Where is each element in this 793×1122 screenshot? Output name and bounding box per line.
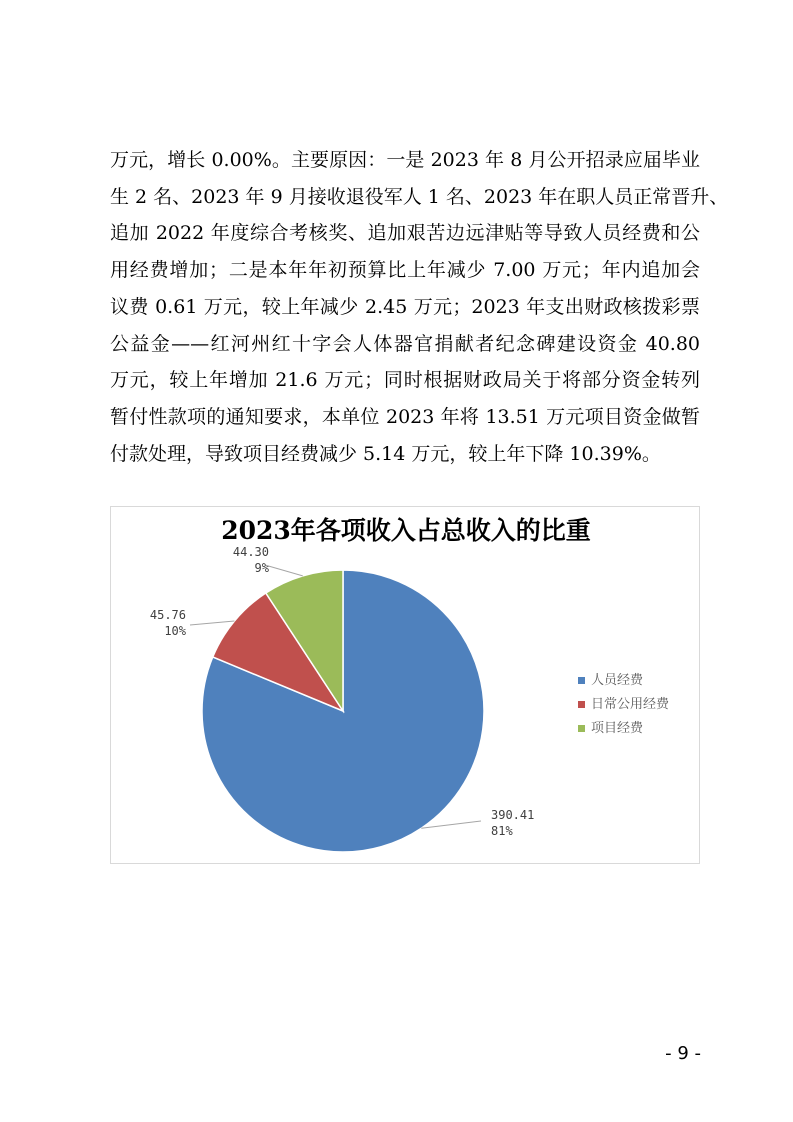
slice-value-label: 45.76 (149, 608, 186, 622)
legend-label: 项目经费 (591, 721, 644, 736)
body-line: 生 2 名、2023 年 9 月接收退役军人 1 名、2023 年在职人员正常晋升、 (110, 185, 729, 208)
pie-chart (110, 506, 700, 864)
legend (578, 672, 670, 736)
leader-line (190, 621, 234, 625)
body-line: 暂付性款项的通知要求，本单位 2023 年将 13.51 万元项目资金做暂 (110, 405, 700, 428)
pie-slices (202, 570, 484, 852)
body-line: 追加 2022 年度综合考核奖、追加艰苦边远津贴等导致人员经费和公 (110, 222, 700, 245)
slice-percent-label: 10% (164, 624, 186, 638)
body-line: 付款处理，导致项目经费减少 5.14 万元，较上年下降 10.39%。 (110, 442, 661, 465)
body-line: 公益金——红河州红十字会人体器官捐献者纪念碑建设资金 40.80 (110, 332, 700, 355)
legend-label: 人员经费 (591, 673, 644, 688)
body-line: 议费 0.61 万元，较上年减少 2.45 万元；2023 年支出财政核拨彩票 (110, 295, 700, 318)
body-line: 万元，较上年增加 21.6 万元；同时根据财政局关于将部分资金转列 (110, 369, 700, 392)
slice-percent-label: 81% (491, 824, 513, 838)
legend-swatch (578, 725, 585, 732)
legend-label: 日常公用经费 (591, 697, 670, 712)
slice-value-label: 44.30 (232, 545, 269, 559)
slice-percent-label: 9% (254, 561, 269, 575)
body-line: 用经费增加；二是本年年初预算比上年减少 7.00 万元；年内追加会 (110, 259, 700, 282)
pie-chart-svg (111, 507, 701, 865)
page-number: - 9 - (665, 1043, 701, 1064)
body-line: 万元，增长 0.00%。主要原因：一是 2023 年 8 月公开招录应届毕业 (110, 149, 700, 171)
legend-swatch (578, 677, 585, 684)
leader-line (265, 565, 303, 576)
chart-title: 2023年各项收入占总收入的比重 (221, 516, 591, 545)
legend-swatch (578, 701, 585, 708)
body-paragraph (110, 142, 729, 472)
slice-value-label: 390.41 (491, 808, 535, 822)
